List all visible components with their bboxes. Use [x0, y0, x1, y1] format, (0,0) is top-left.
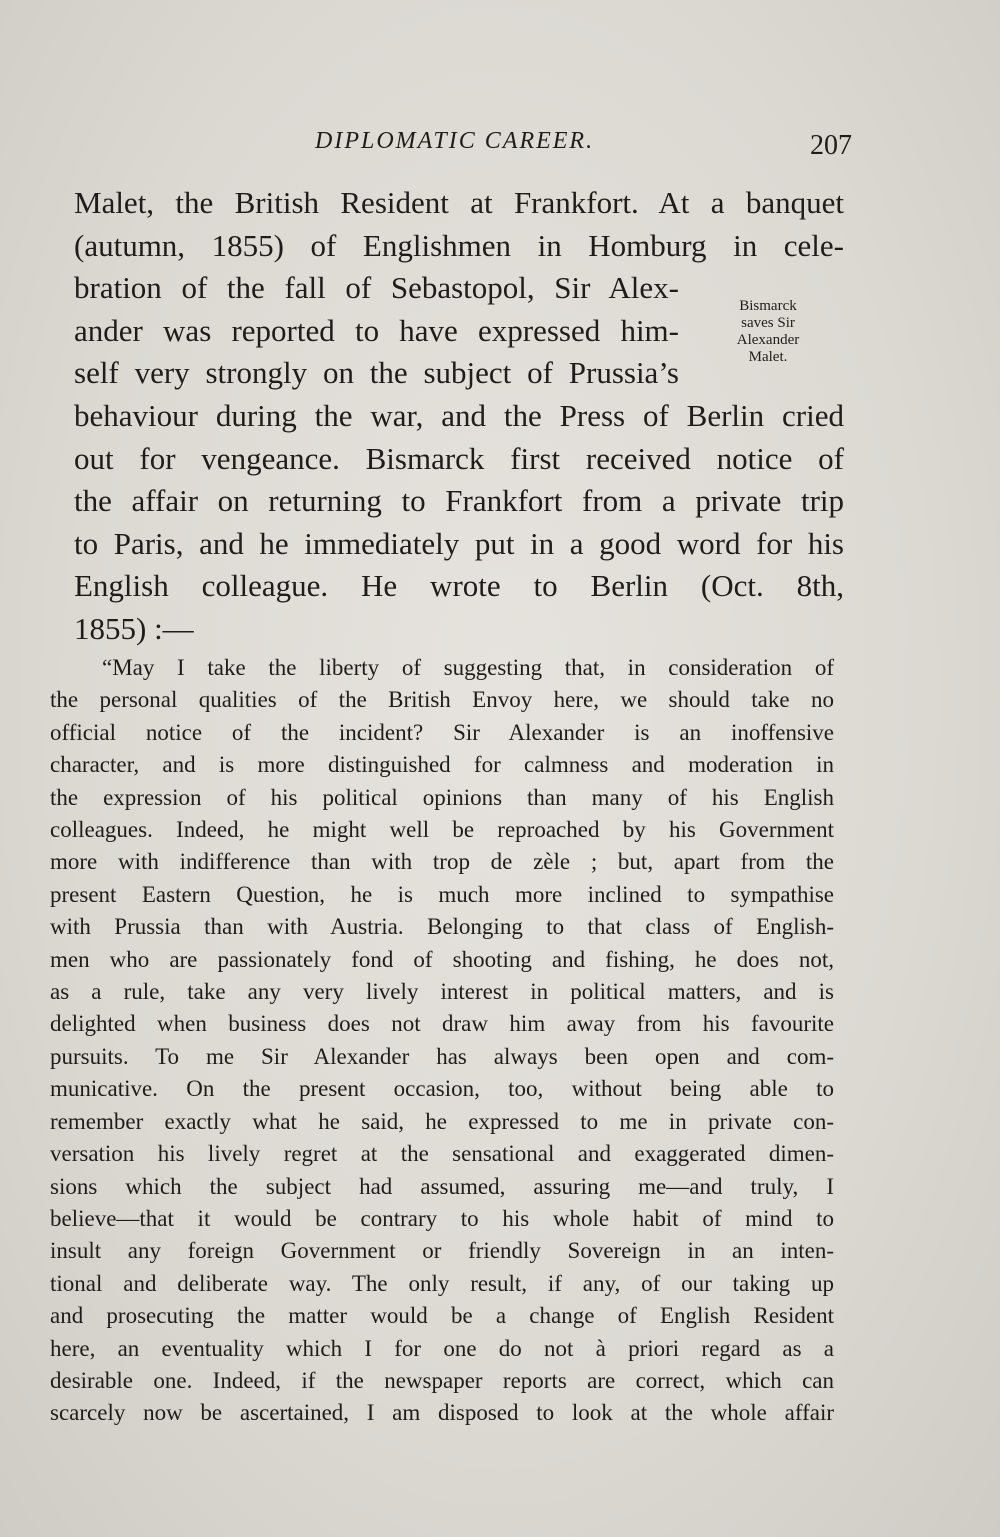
margin-note-line: Alexander: [736, 332, 800, 348]
margin-note-line: Malet.: [748, 349, 788, 365]
quote-line: desirable one. Indeed, if the newspaper reports are correct, which can: [50, 1367, 834, 1393]
quote-line: believe—that it would be contrary to his whole habit of mind to: [50, 1205, 834, 1231]
quote-line: sions which the subject had assumed, assuring me—and truly, I: [50, 1173, 834, 1199]
body-line: Malet, the British Resident at Frankfort. At a banquet: [74, 185, 844, 220]
quote-line: pursuits. To me Sir Alexander has always been open and com-: [50, 1043, 834, 1069]
quote-line: insult any foreign Government or friendly Sovereign in an inten-: [50, 1238, 834, 1264]
quote-line: men who are passionately fond of shooting and fishing, he does not,: [50, 946, 834, 972]
quoted-letter: [50, 652, 834, 1430]
margin-note: [708, 298, 828, 366]
body-line: behaviour during the war, and the Press of Berlin cried: [74, 397, 844, 433]
quote-line: colleagues. Indeed, he might well be reproached by his Government: [50, 817, 834, 843]
quote-line: and prosecuting the matter would be a change of English Resident: [50, 1303, 834, 1329]
body-line: bration of the fall of Sebastopol, Sir Alex-: [74, 270, 679, 306]
body-line: 1855) :—: [74, 610, 194, 646]
body-line: out for vengeance. Bismarck first received notice of: [74, 440, 844, 476]
quote-line: scarcely now be ascertained, I am disposed to look at the whole affair: [50, 1400, 834, 1426]
quote-line: the personal qualities of the British Envoy here, we should take no: [50, 687, 834, 713]
body-line: English colleague. He wrote to Berlin (Oct. 8th,: [74, 568, 844, 604]
quote-line: municative. On the present occasion, too, without being able to: [50, 1076, 834, 1102]
body-line: to Paris, and he immediately put in a good word for his: [74, 525, 844, 561]
page-number: 207: [810, 130, 852, 161]
body-line: ander was reported to have expressed him-: [74, 312, 679, 348]
quote-line: with Prussia than with Austria. Belonging to that class of English-: [50, 914, 834, 940]
quote-line: more with indifference than with trop de zèle ; but, apart from the: [50, 849, 834, 875]
quote-line: versation his lively regret at the sensational and exaggerated dimen-: [50, 1141, 834, 1167]
running-title: DIPLOMATIC CAREER.: [315, 128, 595, 154]
quote-line: here, an eventuality which I for one do not à priori regard as a: [50, 1335, 834, 1361]
quote-line: present Eastern Question, he is much more inclined to sympathise: [50, 881, 834, 907]
body-line: self very strongly on the subject of Prussia’s: [74, 355, 679, 391]
body-paragraph: [74, 182, 844, 651]
margin-note-line: Bismarck: [739, 298, 797, 314]
quote-line: official notice of the incident? Sir Alexander is an inoffensive: [50, 719, 834, 745]
body-line: (autumn, 1855) of Englishmen in Homburg in cele-: [74, 227, 844, 263]
quote-line: remember exactly what he said, he expressed to me in private con-: [50, 1108, 834, 1134]
quote-line: “May I take the liberty of suggesting that, in consideration of: [102, 655, 834, 680]
quote-line: as a rule, take any very lively interest in political matters, and is: [50, 979, 834, 1005]
quote-line: the expression of his political opinions than many of his English: [50, 784, 834, 810]
quote-line: delighted when business does not draw him away from his favourite: [50, 1011, 834, 1037]
quote-line: tional and deliberate way. The only result, if any, of our taking up: [50, 1270, 834, 1296]
margin-note-line: saves Sir: [741, 315, 795, 331]
body-line: the affair on returning to Frankfort from a private trip: [74, 483, 844, 519]
quote-line: character, and is more distinguished for calmness and moderation in: [50, 752, 834, 778]
